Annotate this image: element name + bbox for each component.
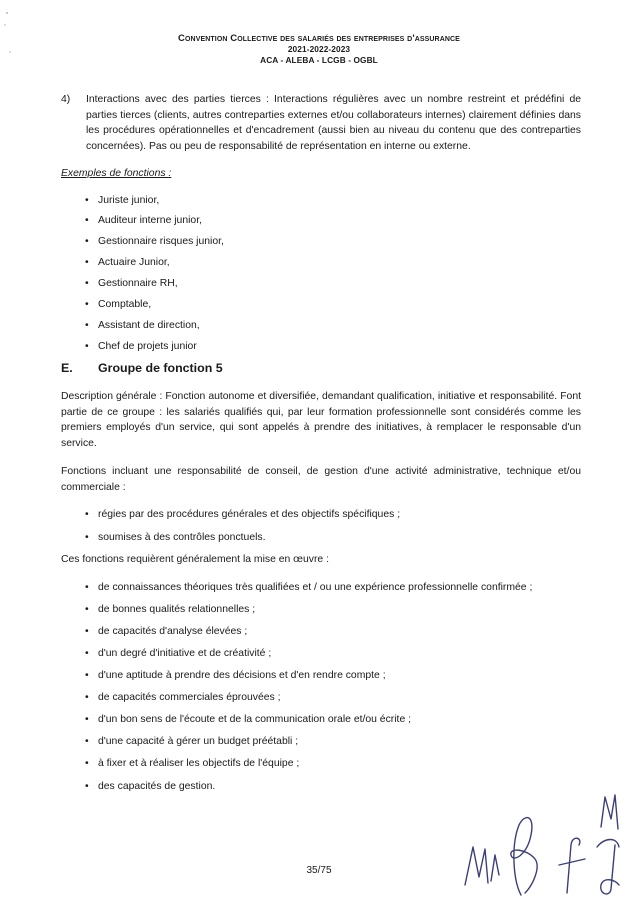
list-item: • d'un bon sens de l'écoute et de la communication orale et/ou écrite ; bbox=[61, 712, 581, 728]
examples-list bbox=[61, 193, 581, 355]
list-item: • Juriste junior, bbox=[61, 193, 581, 209]
general-description: Description générale : Fonction autonome et diversifiée, demandant qualification, initiative et responsabilité. Font partie de ce groupe : les salariés qualifiés qui, par leur formation professionnelle sont considérés comme les premiers employés d'un service, qui sont appelés à prendre des initiatives, à remplacer le responsable d'un service. bbox=[61, 391, 581, 449]
header-years: 2021-2022-2023 bbox=[287, 44, 351, 54]
list-item: • régies par des procédures générales et des objectifs spécifiques ; bbox=[61, 507, 581, 523]
list-item: • Gestionnaire RH, bbox=[61, 276, 581, 292]
item-text: Interactions avec des parties tierces : Interactions régulières avec un nombre restreint et prédéfini de parties tierces (clients, autres contreparties externes et/ou collaborateurs internes) clairement définies dans les procédures opérationnelles et d'encadrement (aussi bien au niveau du contenu que des contreparties concernées). Pas ou peu de responsabilité de représentation en interne ou externe. bbox=[86, 94, 581, 152]
list-item: • de bonnes qualités relationnelles ; bbox=[61, 602, 581, 618]
item-number: 4) bbox=[61, 94, 71, 105]
list-item: • Gestionnaire risques junior, bbox=[61, 234, 581, 250]
list-item: • d'une aptitude à prendre des décisions et d'en rendre compte ; bbox=[61, 668, 581, 684]
document-header bbox=[0, 33, 638, 66]
handwritten-signatures bbox=[455, 785, 635, 900]
examples-title: Exemples de fonctions : bbox=[61, 168, 172, 179]
list-item: • des capacités de gestion. bbox=[61, 779, 581, 795]
header-title: Convention Collective des salariés des entreprises d'assurance bbox=[178, 33, 460, 44]
numbered-item-4 bbox=[61, 92, 581, 154]
conditions-list bbox=[61, 507, 581, 545]
list-item: • de capacités commerciales éprouvées ; bbox=[61, 690, 581, 706]
list-item: • de capacités d'analyse élevées ; bbox=[61, 624, 581, 640]
list-item: • Actuaire Junior, bbox=[61, 255, 581, 271]
list-item: • soumises à des contrôles ponctuels. bbox=[61, 530, 581, 546]
section-heading bbox=[61, 360, 581, 376]
list-item: • à fixer et à réaliser les objectifs de l'équipe ; bbox=[61, 756, 581, 772]
list-item: • Comptable, bbox=[61, 297, 581, 313]
document-body bbox=[61, 92, 581, 801]
list-item: • Assistant de direction, bbox=[61, 318, 581, 334]
header-parties: ACA - ALEBA - LCGB - OGBL bbox=[260, 55, 378, 65]
list-item: • de connaissances théoriques très qualifiées et / ou une expérience professionnelle confirmée ; bbox=[61, 580, 581, 596]
skills-intro: Ces fonctions requièrent généralement la mise en œuvre : bbox=[61, 554, 329, 566]
section-title: Groupe de fonction 5 bbox=[98, 361, 223, 376]
functions-intro: Fonctions incluant une responsabilité de conseil, de gestion d'une activité administrative, technique et/ou commerciale : bbox=[61, 466, 581, 493]
list-item: • Auditeur interne junior, bbox=[61, 213, 581, 229]
skills-list bbox=[61, 580, 581, 794]
section-letter: E. bbox=[61, 361, 73, 376]
page-number: 35/75 bbox=[306, 865, 332, 876]
list-item: • d'un degré d'initiative et de créativité ; bbox=[61, 646, 581, 662]
list-item: • d'une capacité à gérer un budget préétabli ; bbox=[61, 734, 581, 750]
list-item: • Chef de projets junior bbox=[61, 339, 581, 355]
